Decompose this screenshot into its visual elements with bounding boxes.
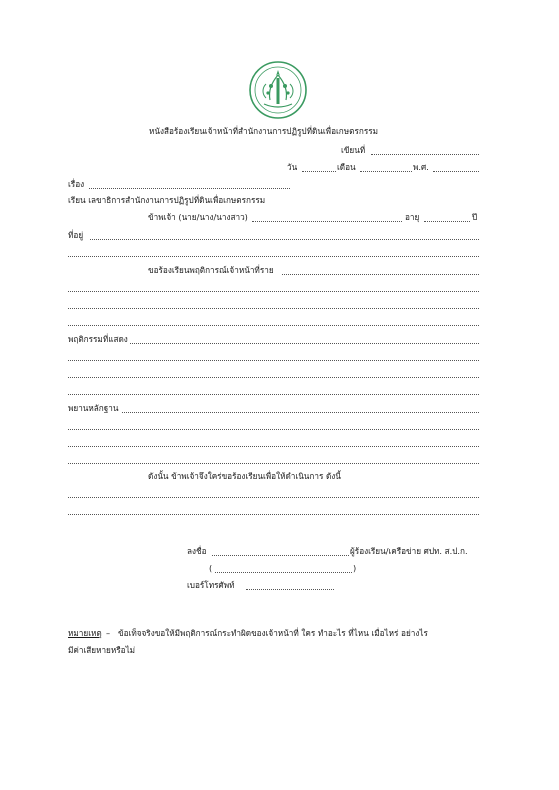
behavior-line[interactable] <box>68 360 479 361</box>
alro-emblem-icon <box>248 60 308 120</box>
printed-name-field[interactable] <box>215 572 352 573</box>
behavior-line[interactable] <box>68 394 479 395</box>
note-text-line2: มีค่าเสียหายหรือไม่ <box>68 645 136 655</box>
name-label: ข้าพเจ้า (นาย/นาง/นางสาว) <box>148 212 248 222</box>
complaint-line[interactable] <box>68 308 479 309</box>
complaint-line[interactable] <box>68 291 479 292</box>
day-label: วัน <box>287 162 298 172</box>
close-paren: ) <box>353 563 357 573</box>
evidence-line[interactable] <box>68 446 479 447</box>
month-label: เดือน <box>337 162 356 172</box>
written-at-field[interactable] <box>371 154 479 155</box>
behavior-label: พฤติกรรมที่แสดง <box>68 334 128 344</box>
form-title: หนังสือร้องเรียนเจ้าหน้าที่สำนักงานการปฏิรูปที่ดินเพื่อเกษตรกรรม <box>149 126 379 136</box>
evidence-label: พยานหลักฐาน <box>68 403 119 413</box>
sign-field[interactable] <box>212 555 349 556</box>
age-field[interactable] <box>424 221 470 222</box>
day-field[interactable] <box>302 171 336 172</box>
age-label: อายุ <box>405 212 420 222</box>
address-field[interactable] <box>90 239 479 240</box>
address-label: ที่อยู่ <box>68 230 84 240</box>
age-unit: ปี <box>472 212 478 222</box>
address-line[interactable] <box>68 256 479 257</box>
behavior-field[interactable] <box>130 343 479 344</box>
addressee: เรียน เลขาธิการสำนักงานการปฏิรูปที่ดินเพื่อเกษตรกรรม <box>68 195 266 205</box>
year-field[interactable] <box>433 171 479 172</box>
year-label: พ.ศ. <box>413 162 429 172</box>
complaint-intro-field[interactable] <box>282 274 479 275</box>
phone-field[interactable] <box>246 589 334 590</box>
request-line[interactable] <box>68 497 479 498</box>
subject-label: เรื่อง <box>68 179 85 189</box>
evidence-line[interactable] <box>68 429 479 430</box>
open-paren: ( <box>209 563 213 573</box>
request-text: ดังนั้น ข้าพเจ้าจึงใคร่ขอร้องเรียนเพื่อให้ดำเนินการ ดังนี้ <box>148 471 341 481</box>
complaint-line[interactable] <box>68 325 479 326</box>
complaint-intro-label: ขอร้องเรียนพฤติการณ์เจ้าหน้าที่ราย <box>148 265 274 275</box>
request-line[interactable] <box>68 514 479 515</box>
signer-role: ผู้ร้องเรียน/เครือข่าย ศปท. ส.ป.ก. <box>350 546 468 556</box>
name-field[interactable] <box>252 221 402 222</box>
evidence-field[interactable] <box>122 412 479 413</box>
evidence-line[interactable] <box>68 463 479 464</box>
note-label: หมายเหตุ <box>68 628 102 638</box>
month-field[interactable] <box>360 171 412 172</box>
phone-label: เบอร์โทรศัพท์ <box>187 580 235 590</box>
note-dash: – <box>106 628 111 638</box>
written-at-label: เขียนที่ <box>341 145 366 155</box>
subject-field[interactable] <box>89 188 290 189</box>
behavior-line[interactable] <box>68 377 479 378</box>
note-text-line1: ข้อเท็จจริงขอให้มีพฤติการณ์กระทำผิดของเจ้าหน้าที่ ใคร ทำอะไร ที่ไหน เมื่อไหร่ อย่างไร <box>118 628 428 638</box>
sign-label: ลงชื่อ <box>187 546 207 556</box>
